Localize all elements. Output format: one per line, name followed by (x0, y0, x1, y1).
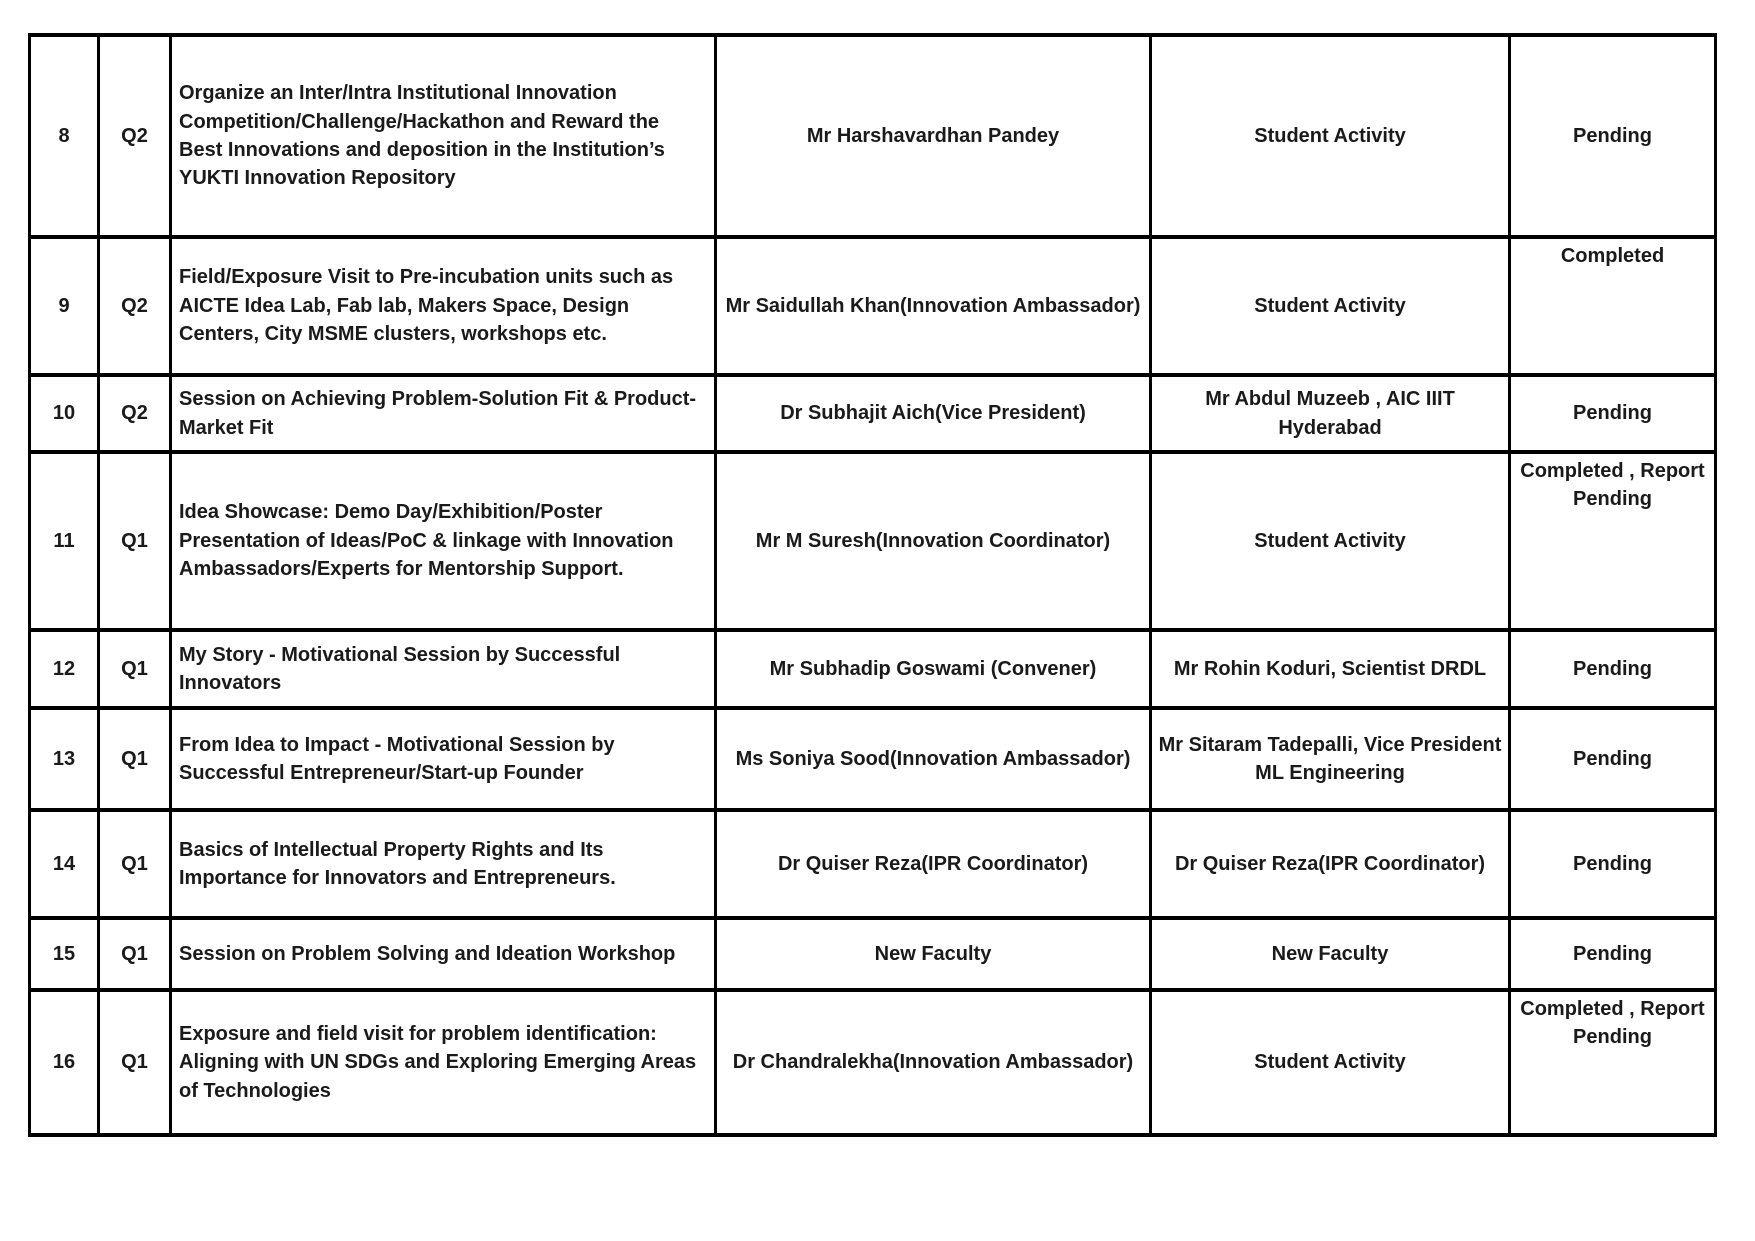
cell-serial-number: 13 (30, 708, 99, 810)
cell-quarter: Q1 (99, 452, 171, 630)
cell-quarter: Q2 (99, 35, 171, 237)
cell-status: Pending (1510, 375, 1716, 452)
table-row (30, 918, 1716, 990)
cell-status: Pending (1510, 918, 1716, 990)
cell-guest-or-category: Mr Abdul Muzeeb , AIC IIIT Hyderabad (1151, 375, 1510, 452)
cell-activity-description: Organize an Inter/Intra Institutional Innovation Competition/Challenge/Hackathon and Reward the Best Innovations and deposition in the Institution’s YUKTI Innovation Repository (171, 35, 716, 237)
cell-guest-or-category: Mr Rohin Koduri, Scientist DRDL (1151, 630, 1510, 708)
cell-guest-or-category: Student Activity (1151, 237, 1510, 375)
cell-status: Completed , Report Pending (1510, 990, 1716, 1135)
cell-serial-number: 16 (30, 990, 99, 1135)
cell-quarter: Q1 (99, 810, 171, 918)
table-row (30, 35, 1716, 237)
cell-coordinator: Dr Quiser Reza(IPR Coordinator) (716, 810, 1151, 918)
cell-guest-or-category: Dr Quiser Reza(IPR Coordinator) (1151, 810, 1510, 918)
cell-activity-description: Session on Problem Solving and Ideation Workshop (171, 918, 716, 990)
cell-coordinator: New Faculty (716, 918, 1151, 990)
cell-coordinator: Mr Harshavardhan Pandey (716, 35, 1151, 237)
table-row (30, 237, 1716, 375)
cell-serial-number: 12 (30, 630, 99, 708)
cell-guest-or-category: New Faculty (1151, 918, 1510, 990)
cell-quarter: Q1 (99, 918, 171, 990)
cell-activity-description: From Idea to Impact - Motivational Session by Successful Entrepreneur/Start-up Founder (171, 708, 716, 810)
cell-coordinator: Mr M Suresh(Innovation Coordinator) (716, 452, 1151, 630)
cell-quarter: Q2 (99, 237, 171, 375)
cell-guest-or-category: Student Activity (1151, 990, 1510, 1135)
cell-status: Completed (1510, 237, 1716, 375)
cell-status: Completed , Report Pending (1510, 452, 1716, 630)
cell-serial-number: 11 (30, 452, 99, 630)
cell-coordinator: Dr Chandralekha(Innovation Ambassador) (716, 990, 1151, 1135)
cell-coordinator: Ms Soniya Sood(Innovation Ambassador) (716, 708, 1151, 810)
cell-activity-description: My Story - Motivational Session by Successful Innovators (171, 630, 716, 708)
cell-serial-number: 10 (30, 375, 99, 452)
cell-activity-description: Field/Exposure Visit to Pre-incubation units such as AICTE Idea Lab, Fab lab, Makers Space, Design Centers, City MSME clusters, workshops etc. (171, 237, 716, 375)
table-body (30, 35, 1716, 1135)
table-row (30, 708, 1716, 810)
cell-serial-number: 15 (30, 918, 99, 990)
cell-coordinator: Mr Subhadip Goswami (Convener) (716, 630, 1151, 708)
cell-serial-number: 14 (30, 810, 99, 918)
table-row (30, 630, 1716, 708)
table-row (30, 375, 1716, 452)
cell-activity-description: Idea Showcase: Demo Day/Exhibition/Poster Presentation of Ideas/PoC & linkage with Innovation Ambassadors/Experts for Mentorship Support. (171, 452, 716, 630)
cell-guest-or-category: Student Activity (1151, 452, 1510, 630)
cell-status: Pending (1510, 708, 1716, 810)
cell-status: Pending (1510, 810, 1716, 918)
cell-coordinator: Dr Subhajit Aich(Vice President) (716, 375, 1151, 452)
cell-activity-description: Exposure and field visit for problem identification: Aligning with UN SDGs and Exploring Emerging Areas of Technologies (171, 990, 716, 1135)
cell-quarter: Q1 (99, 708, 171, 810)
cell-activity-description: Basics of Intellectual Property Rights and Its Importance for Innovators and Entrepreneurs. (171, 810, 716, 918)
cell-status: Pending (1510, 35, 1716, 237)
cell-serial-number: 8 (30, 35, 99, 237)
table-row (30, 810, 1716, 918)
cell-status: Pending (1510, 630, 1716, 708)
cell-serial-number: 9 (30, 237, 99, 375)
cell-quarter: Q1 (99, 630, 171, 708)
cell-quarter: Q1 (99, 990, 171, 1135)
activity-schedule-table (28, 33, 1717, 1137)
cell-guest-or-category: Student Activity (1151, 35, 1510, 237)
cell-activity-description: Session on Achieving Problem-Solution Fit & Product-Market Fit (171, 375, 716, 452)
table-row (30, 452, 1716, 630)
cell-quarter: Q2 (99, 375, 171, 452)
cell-guest-or-category: Mr Sitaram Tadepalli, Vice President ML Engineering (1151, 708, 1510, 810)
table-row (30, 990, 1716, 1135)
cell-coordinator: Mr Saidullah Khan(Innovation Ambassador) (716, 237, 1151, 375)
